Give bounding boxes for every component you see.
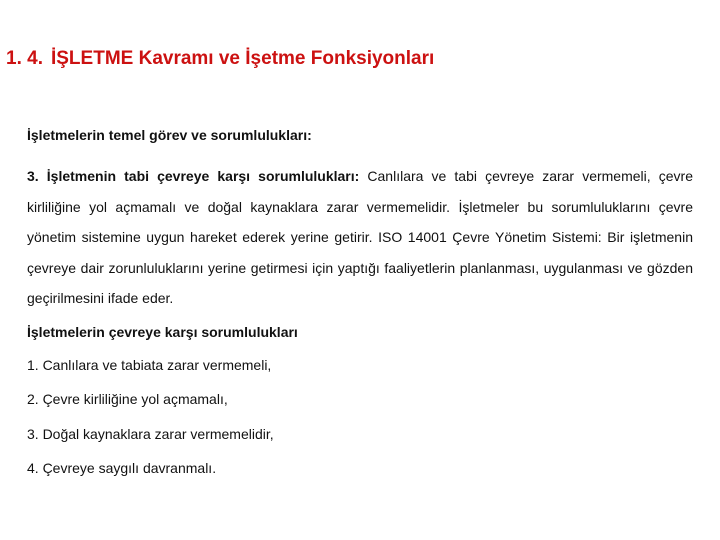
section-heading: İşletmelerin temel görev ve sorumlulukları:: [27, 127, 312, 143]
list-item: 4. Çevreye saygılı davranmalı.: [27, 460, 217, 476]
slide-content: [27, 124, 693, 486]
responsibility-paragraph: [27, 161, 693, 314]
slide-title: [6, 48, 434, 70]
list-item: 2. Çevre kirliliğine yol açmamalı,: [27, 391, 228, 407]
list-item: 1. Canlılara ve tabiata zarar vermemeli,: [27, 356, 272, 373]
responsibility-list: [27, 348, 693, 486]
list-item: 3. Doğal kaynaklara zarar vermemelidir,: [27, 425, 274, 442]
list-heading: İşletmelerin çevreye karşı sorumlulukları: [27, 323, 298, 340]
title-number: 1. 4.: [6, 48, 43, 69]
paragraph-body: Canlılara ve tabi çevreye zarar vermemeli, çevre kirliliğine yol açmamalı ve doğal kaynaklara zarar vermemelidir. İşletmeler bu sorumluluklarını çevre yönetim sistemine uygun hareket ederek yerine getirir. ISO 14001 Çevre Yönetim Sistemi: Bir işletmenin çevreye dair zorunluluklarını yerine getirmesi için yaptığı faaliyetlerin planlanması, uygulanması ve gözden geçirilmesini ifade eder.: [27, 168, 693, 306]
paragraph-lead: 3. İşletmenin tabi çevreye karşı sorumlulukları:: [27, 168, 360, 184]
title-text: İŞLETME Kavramı ve İşetme Fonksiyonları: [50, 48, 435, 69]
